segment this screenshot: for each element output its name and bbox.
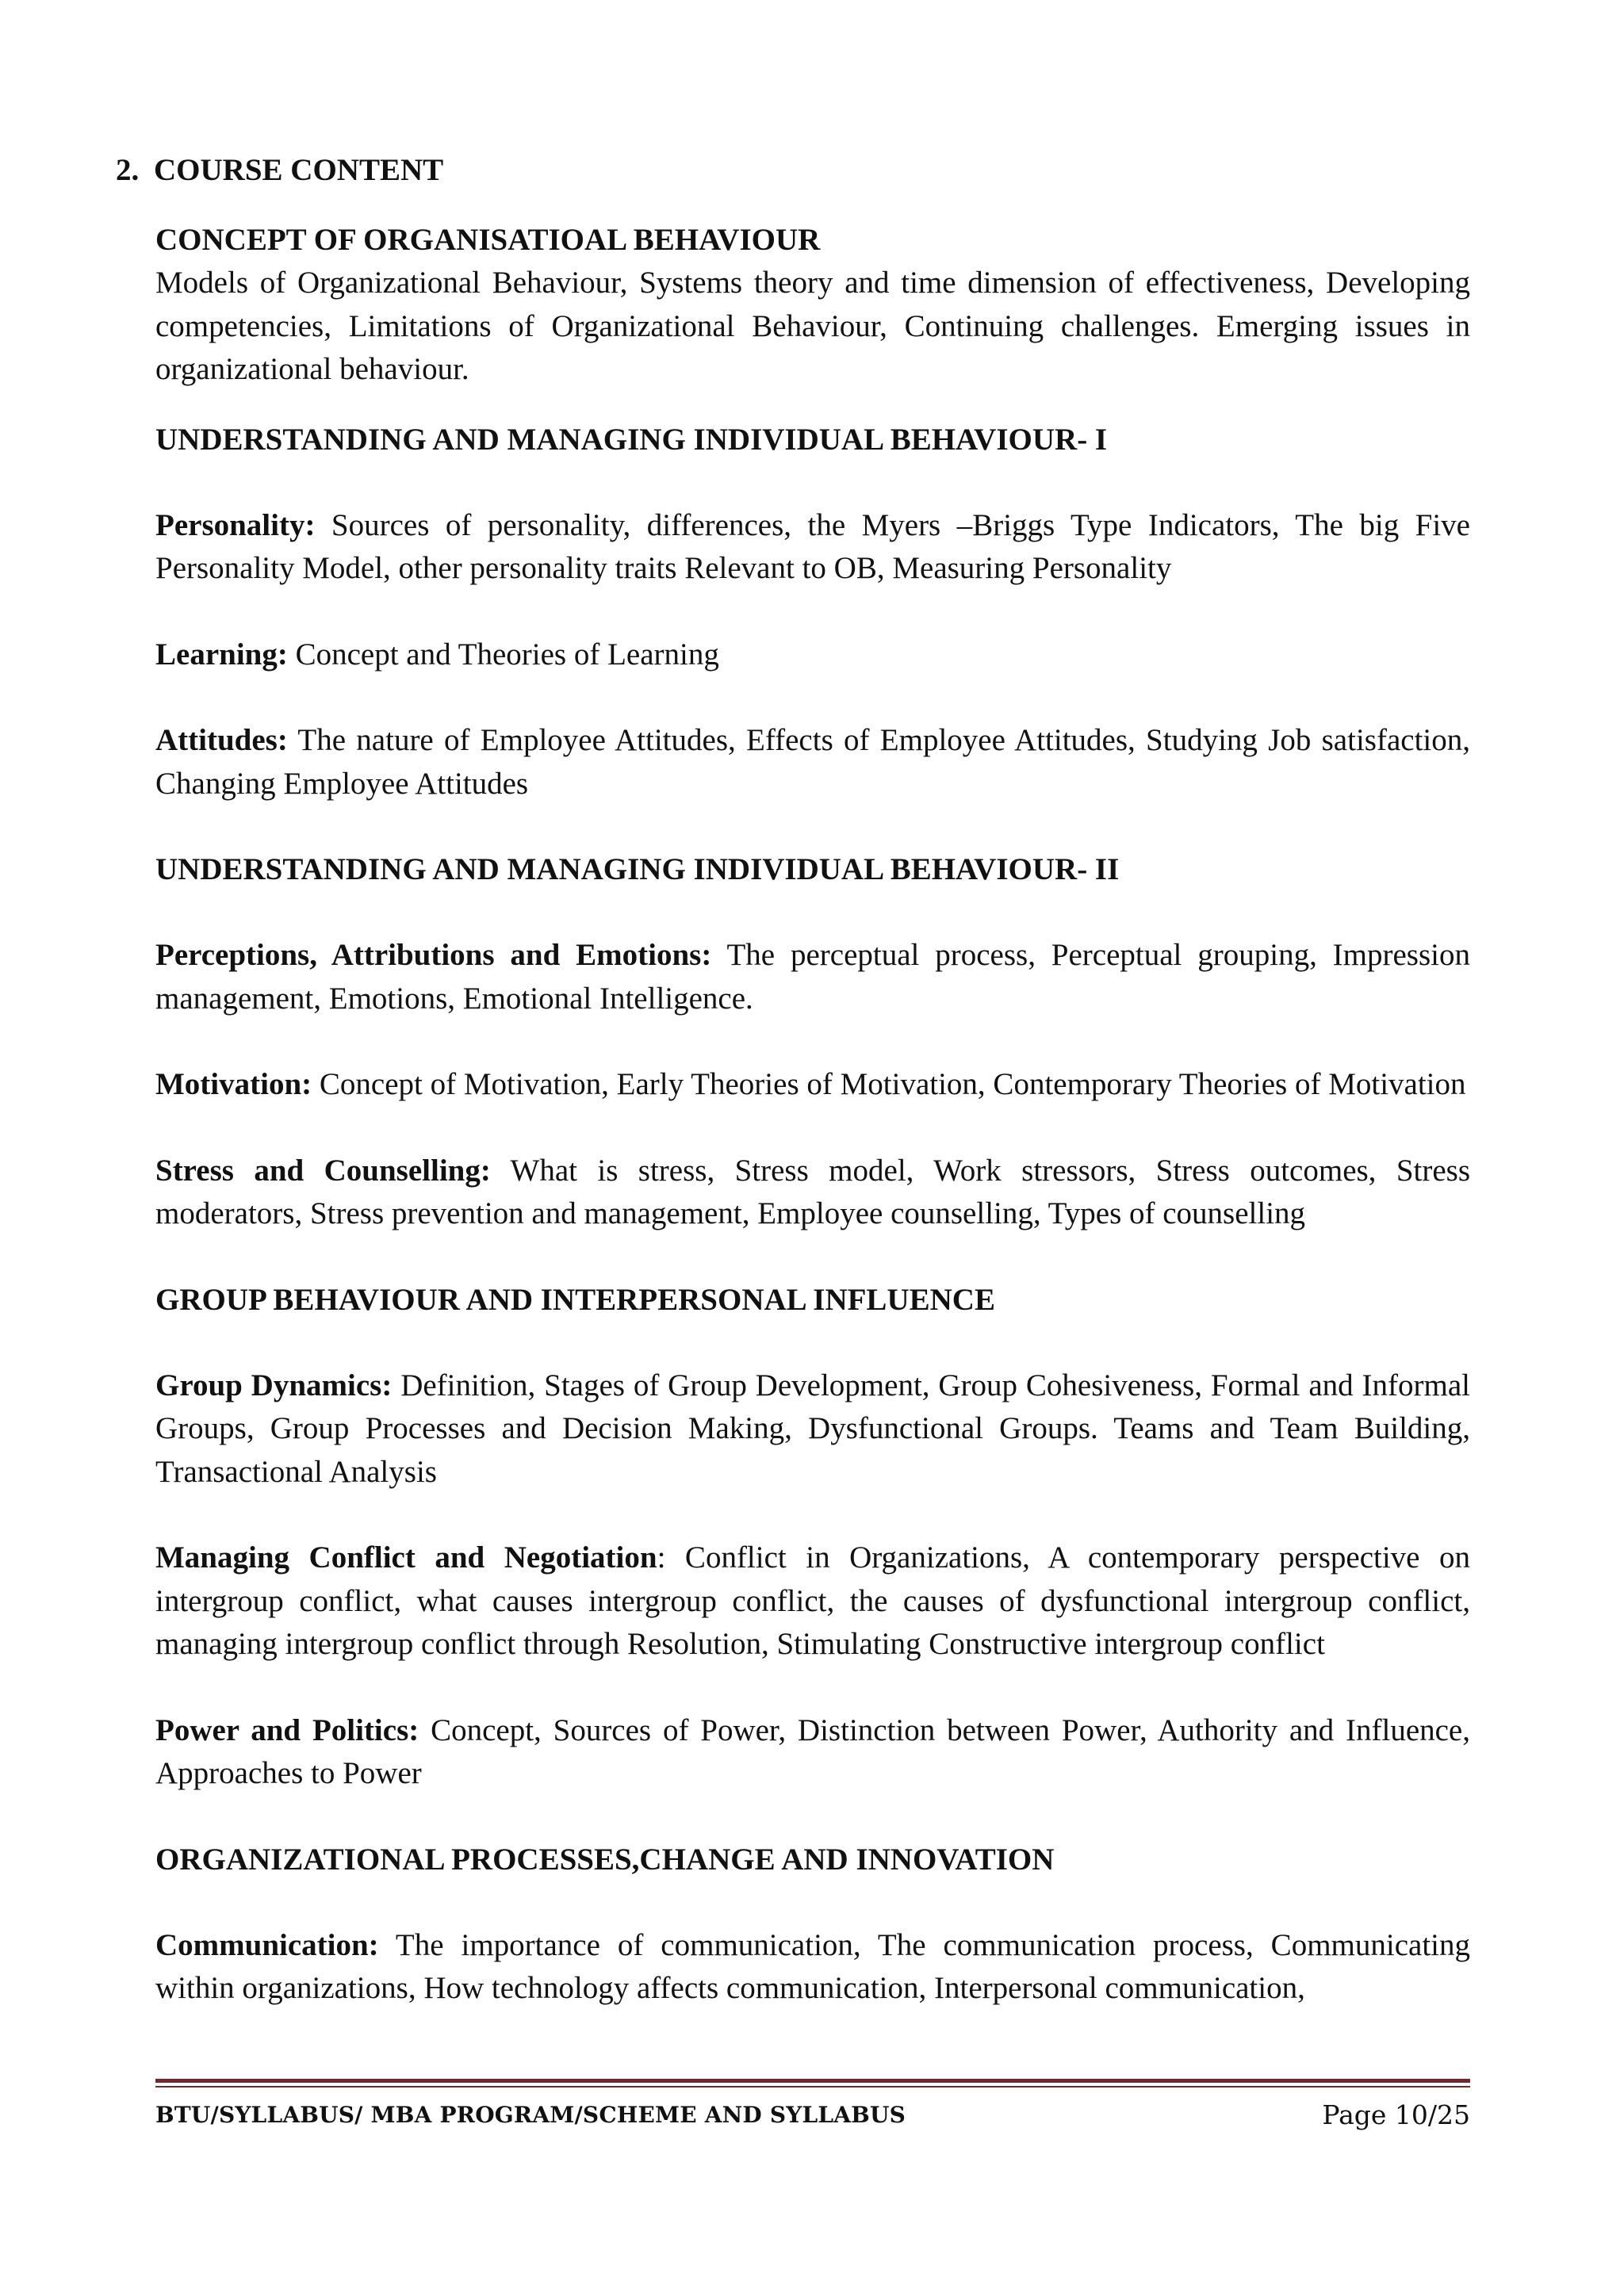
topic-term: Communication: xyxy=(155,1927,379,1962)
topic-stress-counselling xyxy=(155,1150,1470,1236)
page-footer xyxy=(155,2098,1470,2133)
topic-learning xyxy=(155,633,1470,677)
footer-page-number: Page 10/25 xyxy=(1322,2099,1470,2130)
topic-term: Managing Conflict and Negotiation xyxy=(155,1540,657,1575)
topic-term: Attitudes: xyxy=(155,723,288,757)
page-content xyxy=(116,149,1470,2011)
section-title: COURSE CONTENT xyxy=(154,153,444,187)
topic-communication xyxy=(155,1924,1470,2011)
topic-text: : Conflict in Organizations, A contemporary perspective on intergroup conflict, what causes intergroup conflict, the causes of dysfunctional intergroup conflict, managing intergroup conflict through Resolution, Stimulating Constructive intergroup conflict xyxy=(155,1540,1470,1661)
topic-conflict-negotiation xyxy=(155,1536,1470,1667)
unit-title-group-behaviour: GROUP BEHAVIOUR AND INTERPERSONAL INFLUENCE xyxy=(155,1282,995,1317)
unit-title-individual-behaviour-1: UNDERSTANDING AND MANAGING INDIVIDUAL BEHAVIOUR- I xyxy=(155,422,1108,457)
footer-divider-thick xyxy=(155,2079,1470,2083)
topic-perceptions xyxy=(155,934,1470,1020)
topic-personality xyxy=(155,504,1470,591)
unit-title-concept-ob: CONCEPT OF ORGANISATIOAL BEHAVIOUR xyxy=(155,223,821,257)
topic-text: Concept and Theories of Learning xyxy=(287,637,719,672)
topic-text: Concept of Motivation, Early Theories of Motivation, Contemporary Theories of Motivation xyxy=(312,1067,1466,1101)
unit-title-organizational-processes: ORGANIZATIONAL PROCESSES,CHANGE AND INNOVATION xyxy=(155,1842,1055,1877)
topic-text: Concept, Sources of Power, Distinction between Power, Authority and Influence, Approaches to Power xyxy=(155,1712,1470,1790)
topic-text: The nature of Employee Attitudes, Effects of Employee Attitudes, Studying Job satisfaction, Changing Employee Attitudes xyxy=(155,723,1470,801)
section-heading xyxy=(116,149,1470,192)
topic-term: Perceptions, Attributions and Emotions: xyxy=(155,938,712,972)
topic-motivation xyxy=(155,1063,1470,1107)
topic-text: The importance of communication, The communication process, Communicating within organizations, How technology affects communication, Interpersonal communication, xyxy=(155,1927,1470,2005)
topic-term: Group Dynamics: xyxy=(155,1368,393,1402)
topic-term: Power and Politics: xyxy=(155,1712,419,1747)
topic-text: Definition, Stages of Group Development, Group Cohesiveness, Formal and Informal Groups, Group Processes and Decision Making, Dysfunctional Groups. Teams and Team Building, Transactional Analysis xyxy=(155,1368,1470,1489)
topic-text: What is stress, Stress model, Work stressors, Stress outcomes, Stress moderators, Stress prevention and management, Employee counselling, Types of counselling xyxy=(155,1153,1470,1230)
section-number: 2. xyxy=(116,153,140,187)
topic-term: Motivation: xyxy=(155,1067,312,1101)
footer-document-id: BTU/SYLLABUS/ MBA PROGRAM/SCHEME AND SYLLABUS xyxy=(155,2102,906,2128)
topic-term: Stress and Counselling: xyxy=(155,1153,491,1188)
footer-divider-thin xyxy=(155,2086,1470,2087)
topic-text: The perceptual process, Perceptual grouping, Impression management, Emotions, Emotional Intelligence. xyxy=(155,938,1470,1016)
topic-power-politics xyxy=(155,1709,1470,1796)
topic-attitudes xyxy=(155,719,1470,806)
unit-intro-concept-ob: Models of Organizational Behaviour, Systems theory and time dimension of effectiveness, Developing competencies, Limitations of Organizational Behaviour, Continuing challenges. Emerging issues in organizational behaviour. xyxy=(155,266,1470,386)
unit-title-individual-behaviour-2: UNDERSTANDING AND MANAGING INDIVIDUAL BEHAVIOUR- II xyxy=(155,852,1120,886)
topic-term: Learning: xyxy=(155,637,288,672)
topic-term: Personality: xyxy=(155,507,316,542)
topic-group-dynamics xyxy=(155,1364,1470,1494)
topic-text: Sources of personality, differences, the Myers –Briggs Type Indicators, The big Five Personality Model, other personality traits Relevant to OB, Measuring Personality xyxy=(155,507,1470,585)
